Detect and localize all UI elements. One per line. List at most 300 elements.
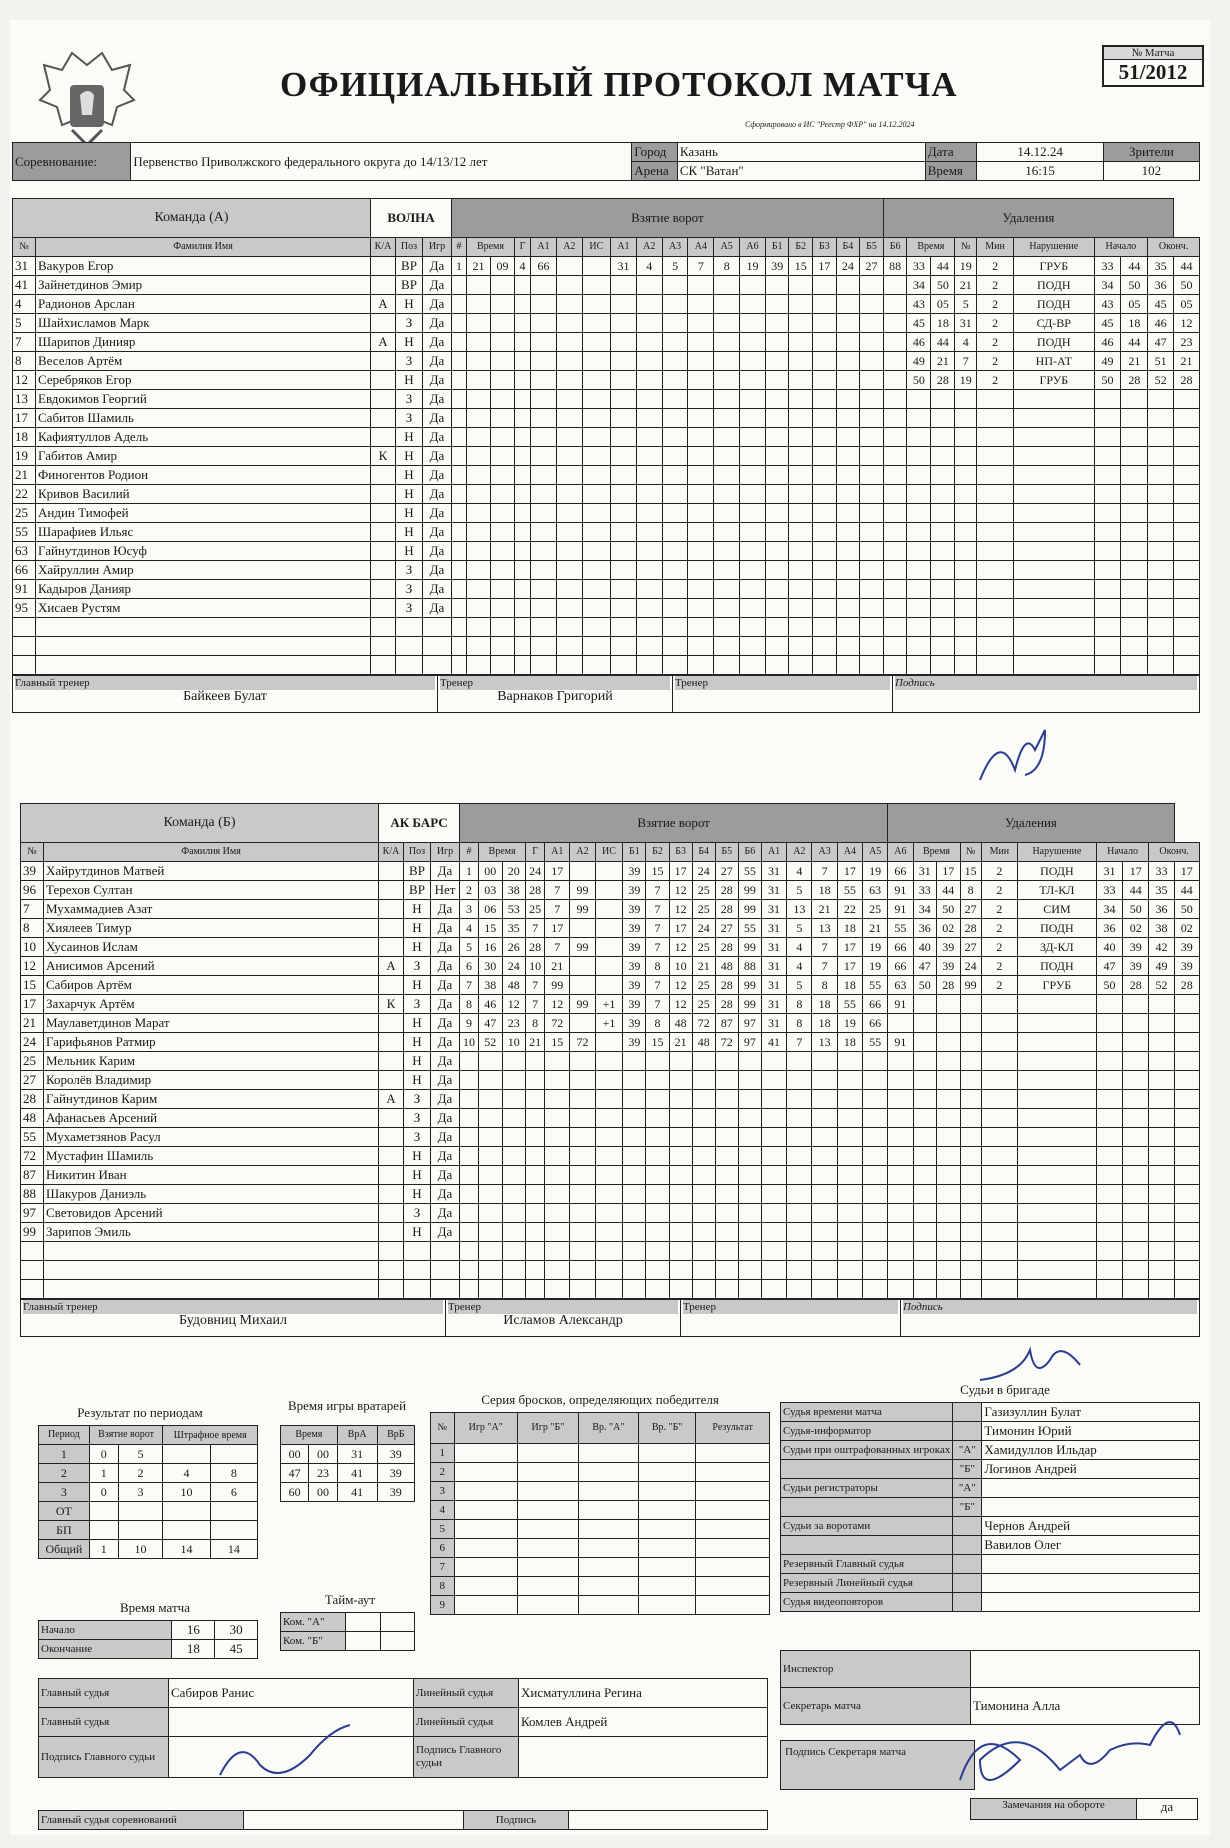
shootout-cell [638, 1577, 696, 1596]
goal-cell [669, 1204, 692, 1223]
goal-cell [692, 1071, 715, 1090]
goal-cell: 24 [692, 862, 715, 881]
goal-cell [714, 580, 740, 599]
penalty-cell [1148, 656, 1174, 675]
goal-cell [789, 409, 813, 428]
goal-cell [611, 409, 637, 428]
goal-cell [789, 428, 813, 447]
shootout-cell [454, 1444, 517, 1463]
team-b-goals-title: Взятие ворот [460, 804, 888, 843]
penalty-cell [1174, 1147, 1199, 1166]
official-row [781, 1536, 1200, 1555]
goal-cell [582, 542, 610, 561]
goal-cell [636, 314, 662, 333]
player-position [404, 1280, 431, 1299]
goal-cell [714, 314, 740, 333]
official-name: Газизуллин Булат [982, 1403, 1200, 1422]
goal-cell [526, 1109, 545, 1128]
penalty-cell: ГРУБ [1014, 257, 1095, 276]
goal-cell [556, 409, 582, 428]
pen-col-3: Нарушение [1014, 238, 1095, 257]
penalty-cell [907, 561, 931, 580]
goal-cell: 7 [460, 976, 479, 995]
goal-cell [556, 314, 582, 333]
goal-cell: 97 [738, 1014, 761, 1033]
goal-cell [526, 1071, 545, 1090]
penalty-cell [1174, 390, 1200, 409]
goal-cell [888, 1261, 913, 1280]
player-number: 12 [13, 371, 36, 390]
penalty-cell [1014, 504, 1095, 523]
goal-cell [611, 371, 637, 390]
goal-cell [860, 504, 884, 523]
player-number: 8 [13, 352, 36, 371]
goal-cell: 7 [646, 938, 669, 957]
goal-cell: 7 [812, 862, 837, 881]
goalie-cell: 41 [337, 1464, 377, 1483]
shootout-row [431, 1444, 770, 1463]
goal-cell [490, 447, 514, 466]
penalty-cell [960, 1166, 981, 1185]
goal-cell: 21 [812, 900, 837, 919]
penalty-cell [1174, 1128, 1199, 1147]
goal-cell [715, 1090, 738, 1109]
goal-cell [611, 333, 637, 352]
goal-cell [715, 1280, 738, 1299]
goal-col-14: Б3 [813, 238, 837, 257]
player-name: Гарифьянов Ратмир [44, 1033, 379, 1052]
sign-main2-label: Подпись Главного судьи [414, 1737, 519, 1778]
penalty-cell [977, 485, 1014, 504]
penalty-cell: 2 [981, 881, 1017, 900]
pen-col-4: Начало [1096, 843, 1149, 862]
penalty-cell [960, 1280, 981, 1299]
goal-cell [545, 1090, 570, 1109]
goal-cell: 41 [761, 1033, 786, 1052]
period-cell: ОТ [39, 1502, 90, 1521]
periods-h-pen: Штрафное время [163, 1426, 258, 1445]
player-position: Н [404, 1223, 431, 1242]
player-role [379, 1185, 404, 1204]
goal-cell [460, 1204, 479, 1223]
penalty-cell: 44 [931, 257, 955, 276]
goal-cell [837, 1204, 862, 1223]
goal-cell [662, 485, 688, 504]
goal-cell [636, 371, 662, 390]
goal-cell [623, 1280, 646, 1299]
period-cell [210, 1502, 257, 1521]
player-number: 22 [13, 485, 36, 504]
penalty-cell: 34 [1096, 900, 1122, 919]
player-plays: Да [431, 1071, 460, 1090]
goal-cell [860, 314, 884, 333]
penalty-cell [977, 466, 1014, 485]
goal-cell [761, 1052, 786, 1071]
goal-cell [740, 561, 766, 580]
shootout-row [431, 1520, 770, 1539]
penalty-cell [1096, 1090, 1122, 1109]
penalty-cell: 39 [1123, 938, 1149, 957]
goal-cell [646, 1147, 669, 1166]
goal-cell [714, 504, 740, 523]
player-row [13, 580, 1200, 599]
shootout-cell [517, 1558, 578, 1577]
period-cell: 14 [210, 1540, 257, 1559]
goal-col-11: А6 [740, 238, 766, 257]
goal-cell [636, 295, 662, 314]
goal-cell [623, 1204, 646, 1223]
player-position: Н [396, 485, 423, 504]
goal-cell [636, 352, 662, 371]
penalty-cell: 50 [937, 900, 961, 919]
goal-cell [789, 523, 813, 542]
goal-cell [570, 1223, 595, 1242]
goal-cell [611, 656, 637, 675]
goal-cell [556, 561, 582, 580]
head-coach-name: Будовниц Михаил [179, 1313, 287, 1328]
goal-cell: 8 [646, 957, 669, 976]
goal-cell [714, 371, 740, 390]
goal-cell [714, 390, 740, 409]
period-cell: 0 [89, 1445, 118, 1464]
signature-main-referee [210, 1720, 360, 1790]
goal-cell: 91 [888, 900, 913, 919]
goal-cell [761, 1242, 786, 1261]
penalty-cell [977, 561, 1014, 580]
goal-cell [466, 295, 490, 314]
goal-cell: 99 [570, 995, 595, 1014]
penalty-cell: 28 [937, 976, 961, 995]
shootout-col-3: Вр. "А" [578, 1413, 638, 1444]
end-hour: 18 [172, 1640, 215, 1659]
goal-cell [479, 1261, 502, 1280]
goal-cell [837, 1147, 862, 1166]
player-name: Терехов Султан [44, 881, 379, 900]
goal-cell [836, 561, 860, 580]
penalty-cell [931, 485, 955, 504]
penalty-cell [913, 995, 936, 1014]
goal-cell [460, 1261, 479, 1280]
goal-cell: 15 [479, 919, 502, 938]
goal-cell [623, 1071, 646, 1090]
goal-cell [490, 295, 514, 314]
player-row [13, 618, 1200, 637]
goal-cell [688, 485, 714, 504]
goal-cell [688, 276, 714, 295]
penalty-cell [1014, 656, 1095, 675]
goal-cell [813, 371, 837, 390]
secretary-sign-label: Подпись Секретаря матча [780, 1740, 975, 1790]
goal-cell [787, 1128, 812, 1147]
penalty-cell: 50 [913, 976, 936, 995]
shootout-row [431, 1596, 770, 1615]
registry-note: Сформировано в ИС "Реестр ФХР" на 14.12.2024 [745, 120, 915, 129]
player-plays: Да [423, 352, 452, 371]
goal-cell [715, 1223, 738, 1242]
player-position: З [396, 390, 423, 409]
goal-cell [738, 1204, 761, 1223]
team-b-penalties-title: Удаления [888, 804, 1174, 843]
penalty-cell [960, 1185, 981, 1204]
penalty-cell: 43 [1094, 295, 1121, 314]
goal-cell [669, 1280, 692, 1299]
goal-col-8: Б3 [669, 843, 692, 862]
goal-col-11: Б6 [738, 843, 761, 862]
goal-cell: +1 [595, 1014, 623, 1033]
player-plays [431, 1280, 460, 1299]
penalty-cell [1149, 1090, 1174, 1109]
player-position: Н [396, 504, 423, 523]
goal-cell [883, 428, 907, 447]
shootout-num: 7 [431, 1558, 455, 1577]
penalty-cell [1123, 1166, 1149, 1185]
goal-cell [812, 1166, 837, 1185]
penalty-cell: 17 [937, 862, 961, 881]
penalty-cell [937, 1147, 961, 1166]
goal-cell [836, 580, 860, 599]
signature-team-b [970, 1330, 1090, 1390]
goal-cell [452, 466, 467, 485]
goal-cell: 55 [837, 881, 862, 900]
goal-cell [502, 1090, 526, 1109]
penalty-cell [1014, 466, 1095, 485]
goal-cell [531, 428, 557, 447]
goal-cell [582, 333, 610, 352]
goal-cell: 25 [692, 881, 715, 900]
shootout-cell [638, 1463, 696, 1482]
shootout-row [431, 1501, 770, 1520]
player-role: А [371, 295, 396, 314]
team-b-table [20, 803, 1200, 1299]
penalty-cell [1174, 1014, 1199, 1033]
goal-cell [883, 447, 907, 466]
goal-cell [813, 314, 837, 333]
shootout-num: 2 [431, 1463, 455, 1482]
shootout-cell [638, 1501, 696, 1520]
player-name: Гайнутдинов Юсуф [36, 542, 371, 561]
goal-cell: 39 [623, 862, 646, 881]
coach-label: Тренер [440, 676, 670, 690]
penalty-cell [937, 1280, 961, 1299]
player-row [13, 447, 1200, 466]
penalty-cell: 45 [1094, 314, 1121, 333]
goal-col-9: Б4 [692, 843, 715, 862]
penalty-cell [1014, 561, 1095, 580]
penalty-cell: 21 [1121, 352, 1148, 371]
player-plays: Да [431, 1128, 460, 1147]
penalty-cell: 50 [1174, 900, 1199, 919]
goal-cell [582, 580, 610, 599]
shootout-cell [578, 1596, 638, 1615]
goal-cell [582, 561, 610, 580]
goal-cell [787, 1052, 812, 1071]
goal-cell: 28 [715, 995, 738, 1014]
penalty-cell [1096, 1185, 1122, 1204]
goal-cell [669, 1090, 692, 1109]
goal-cell: 31 [761, 976, 786, 995]
goal-cell: 10 [669, 957, 692, 976]
goal-cell [611, 542, 637, 561]
goal-cell [692, 1052, 715, 1071]
player-plays: Да [423, 561, 452, 580]
goal-cell [531, 314, 557, 333]
goal-cell [479, 1090, 502, 1109]
goal-cell [460, 1090, 479, 1109]
shootout-cell [696, 1577, 770, 1596]
goal-cell [860, 447, 884, 466]
goal-cell [662, 542, 688, 561]
player-name: Веселов Артём [36, 352, 371, 371]
goal-cell [545, 1071, 570, 1090]
penalty-cell: 50 [1123, 900, 1149, 919]
goal-cell [570, 1204, 595, 1223]
penalty-cell [1096, 1261, 1122, 1280]
penalty-cell: 18 [1121, 314, 1148, 333]
goal-cell [714, 295, 740, 314]
shootout-cell [578, 1501, 638, 1520]
shootout-col-5: Результат [696, 1413, 770, 1444]
goal-col-15: А4 [837, 843, 862, 862]
goal-cell [545, 1261, 570, 1280]
shootout-col-0: № [431, 1413, 455, 1444]
period-cell: Общий [39, 1540, 90, 1559]
goal-cell [646, 1128, 669, 1147]
penalty-cell [913, 1280, 936, 1299]
goal-cell [740, 371, 766, 390]
goal-cell [837, 1185, 862, 1204]
penalty-cell [937, 1204, 961, 1223]
goal-cell: 00 [479, 862, 502, 881]
goal-col-17: А6 [888, 843, 913, 862]
penalty-cell: 39 [1174, 938, 1199, 957]
penalty-cell: 99 [960, 976, 981, 995]
penalty-cell: ТЛ-КЛ [1017, 881, 1096, 900]
penalty-cell: 17 [1174, 862, 1199, 881]
goal-col-10: Б5 [715, 843, 738, 862]
penalty-cell: 34 [913, 900, 936, 919]
goal-cell [714, 618, 740, 637]
goal-cell: 26 [502, 938, 526, 957]
goal-cell [813, 599, 837, 618]
penalty-cell: 33 [1094, 257, 1121, 276]
goal-cell [595, 1166, 623, 1185]
team-a-coach [438, 676, 673, 713]
penalty-cell: 50 [1121, 276, 1148, 295]
penalty-cell: 2 [981, 900, 1017, 919]
penalty-cell [1174, 1071, 1199, 1090]
goal-cell [545, 1185, 570, 1204]
goal-cell [662, 599, 688, 618]
goal-cell: 63 [888, 976, 913, 995]
goal-cell: 17 [837, 957, 862, 976]
goal-cell: 7 [787, 1033, 812, 1052]
goal-cell [813, 618, 837, 637]
goal-cell [514, 295, 530, 314]
penalty-cell: 2 [977, 276, 1014, 295]
penalty-cell: 39 [1123, 957, 1149, 976]
goal-cell [765, 428, 789, 447]
goal-cell [740, 637, 766, 656]
team-b-coach2 [681, 1300, 901, 1337]
official-name: Вавилов Олег [982, 1536, 1200, 1555]
goal-cell [765, 352, 789, 371]
penalty-cell [1149, 1014, 1174, 1033]
goalie-cell: 39 [377, 1464, 414, 1483]
player-plays: Да [423, 523, 452, 542]
goal-cell [740, 428, 766, 447]
penalty-cell [960, 1223, 981, 1242]
arena-label: Арена [632, 162, 678, 181]
goal-cell [761, 1109, 786, 1128]
goal-cell [636, 428, 662, 447]
player-plays: Нет [431, 881, 460, 900]
goal-cell: 7 [545, 938, 570, 957]
goal-cell [570, 919, 595, 938]
goal-cell [636, 637, 662, 656]
penalty-cell [931, 542, 955, 561]
goal-cell [688, 542, 714, 561]
goal-cell [466, 637, 490, 656]
goalie-cell: 00 [281, 1445, 309, 1464]
player-row [13, 295, 1200, 314]
official-name: Тимонин Юрий [982, 1422, 1200, 1441]
penalty-cell [1148, 409, 1174, 428]
player-row [13, 352, 1200, 371]
penalty-cell: ГРУБ [1017, 976, 1096, 995]
penalty-cell [1017, 1261, 1096, 1280]
player-row [13, 371, 1200, 390]
penalty-cell [1017, 1033, 1096, 1052]
goal-cell [688, 580, 714, 599]
official-team: "Б" [953, 1460, 982, 1479]
goal-cell [761, 1166, 786, 1185]
goal-cell [738, 1071, 761, 1090]
coach2-label: Тренер [675, 676, 890, 690]
penalty-cell [1149, 1147, 1174, 1166]
player-position: Н [396, 447, 423, 466]
goal-cell [787, 1242, 812, 1261]
penalty-cell: ПОДН [1014, 276, 1095, 295]
goal-cell [452, 599, 467, 618]
goal-cell [715, 1147, 738, 1166]
goal-col-15: Б4 [836, 238, 860, 257]
goal-cell [669, 1242, 692, 1261]
goal-cell [526, 1166, 545, 1185]
penalty-cell [1096, 1109, 1122, 1128]
penalty-cell [1017, 1109, 1096, 1128]
penalty-cell [1174, 1204, 1199, 1223]
team-a-coach2 [673, 676, 893, 713]
player-position [396, 618, 423, 637]
period-cell: 6 [210, 1483, 257, 1502]
goal-cell [466, 523, 490, 542]
goal-cell [688, 314, 714, 333]
player-position [396, 656, 423, 675]
goal-cell [836, 656, 860, 675]
time-label: Время [925, 162, 977, 181]
penalty-cell [960, 1109, 981, 1128]
period-row [39, 1540, 258, 1559]
goal-cell [714, 485, 740, 504]
penalty-cell [981, 1128, 1017, 1147]
goal-cell [582, 257, 610, 276]
goal-cell [490, 409, 514, 428]
penalty-cell: 28 [1123, 976, 1149, 995]
goal-cell [514, 409, 530, 428]
shootout-cell [696, 1558, 770, 1577]
official-team [953, 1403, 982, 1422]
goal-col-13: А2 [787, 843, 812, 862]
